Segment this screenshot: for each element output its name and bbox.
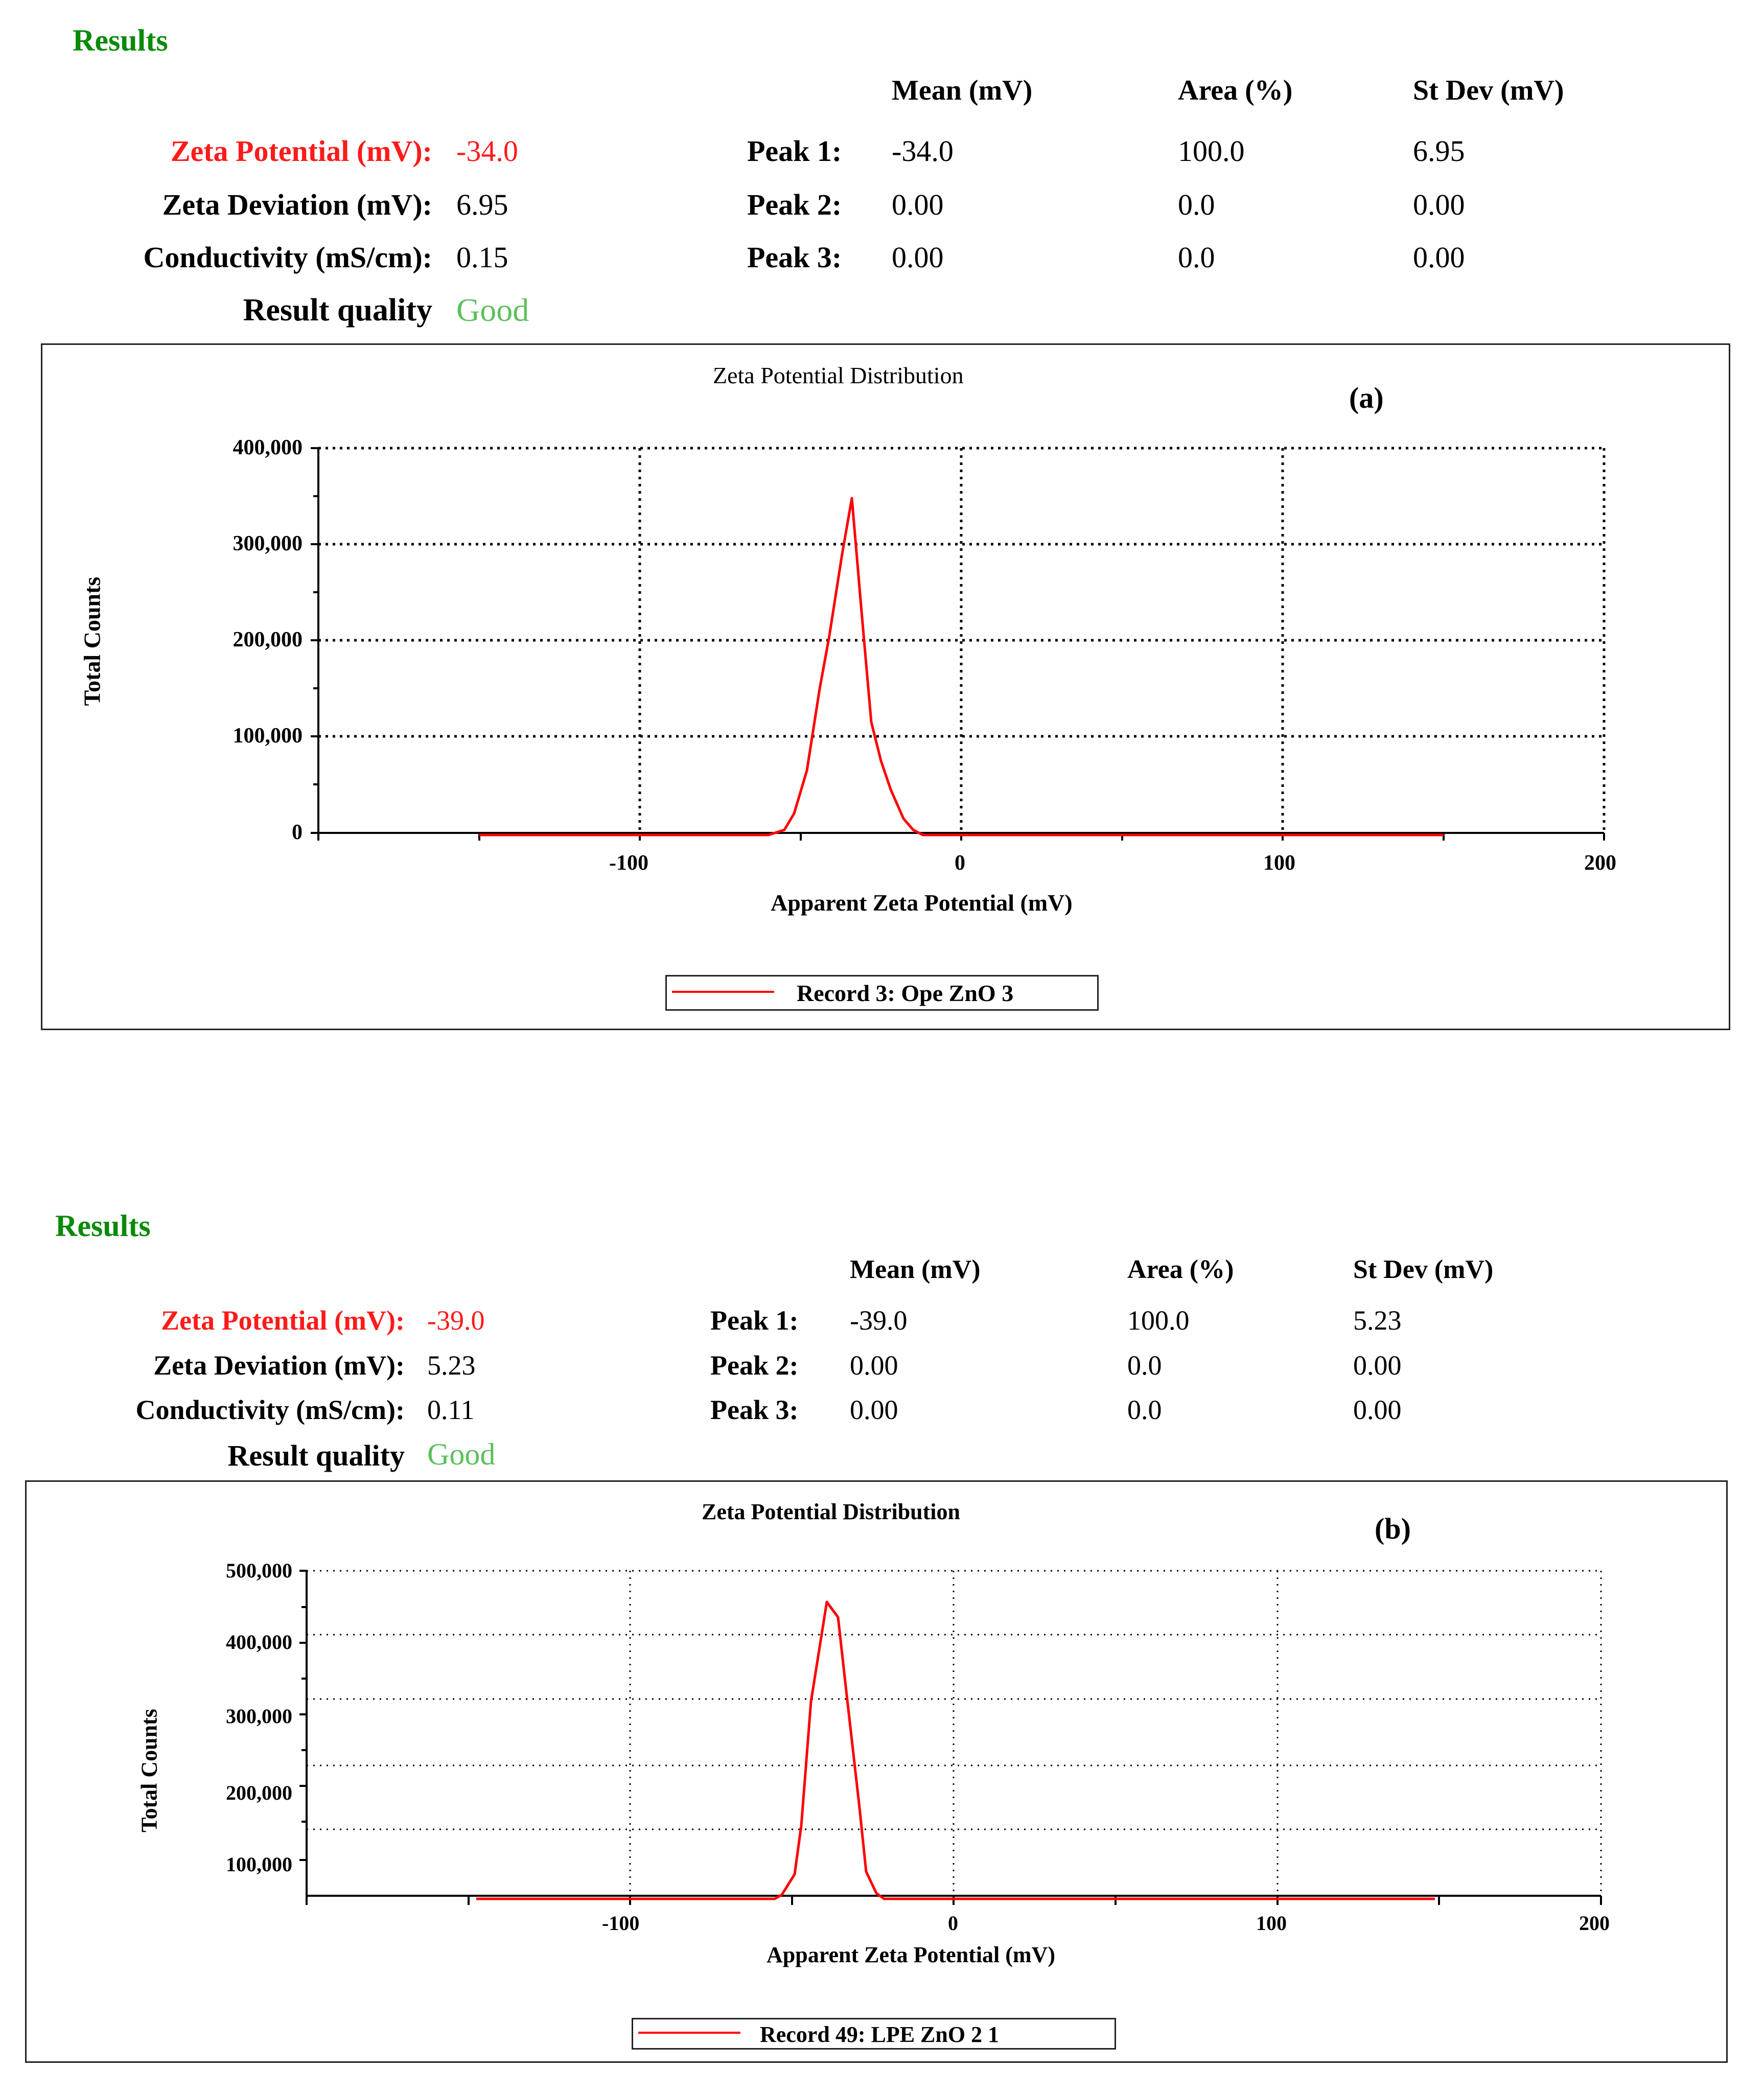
zeta-deviation-label: Zeta Deviation (mV): bbox=[153, 1350, 405, 1381]
x-tick: -100 bbox=[602, 1912, 640, 1935]
x-tick: 0 bbox=[955, 851, 965, 875]
peak1-label: Peak 1: bbox=[710, 1305, 799, 1336]
peak1-mean: -39.0 bbox=[850, 1305, 908, 1336]
x-tick: 100 bbox=[1256, 1912, 1287, 1935]
y-tick: 0 bbox=[292, 821, 303, 844]
header-area: Area (%) bbox=[1127, 1255, 1234, 1284]
peak3-stdev: 0.00 bbox=[1353, 1394, 1402, 1425]
x-tick: 200 bbox=[1584, 851, 1616, 875]
peak2-stdev: 0.00 bbox=[1413, 188, 1465, 221]
zeta-potential-label: Zeta Potential (mV): bbox=[170, 134, 432, 168]
chart-a-tag: (a) bbox=[1349, 381, 1384, 414]
y-tick: 300,000 bbox=[226, 1705, 292, 1728]
y-axis-title: Total Counts bbox=[136, 1709, 162, 1832]
conductivity-value: 0.15 bbox=[456, 241, 508, 274]
peak2-mean: 0.00 bbox=[892, 188, 944, 221]
conductivity-label: Conductivity (mS/cm): bbox=[135, 1394, 405, 1425]
result-quality-value: Good bbox=[456, 292, 529, 328]
peak1-stdev: 6.95 bbox=[1413, 134, 1465, 168]
peak2-label: Peak 2: bbox=[710, 1350, 799, 1381]
y-tick: 100,000 bbox=[233, 724, 303, 748]
result-quality-value: Good bbox=[427, 1437, 496, 1471]
zeta-potential-label: Zeta Potential (mV): bbox=[161, 1305, 405, 1336]
y-tick: 200,000 bbox=[233, 628, 303, 652]
peak2-area: 0.0 bbox=[1178, 188, 1215, 221]
y-tick: 300,000 bbox=[233, 532, 303, 555]
chart-b-legend bbox=[632, 2018, 1116, 2050]
peak2-mean: 0.00 bbox=[850, 1350, 898, 1381]
peak2-label: Peak 2: bbox=[747, 188, 842, 221]
peak1-label: Peak 1: bbox=[747, 134, 842, 168]
peak3-label: Peak 3: bbox=[747, 241, 842, 274]
x-axis-title: Apparent Zeta Potential (mV) bbox=[767, 1942, 1055, 1967]
y-tick: 100,000 bbox=[226, 1853, 292, 1876]
y-tick: 400,000 bbox=[233, 436, 303, 459]
header-stdev: St Dev (mV) bbox=[1413, 75, 1564, 106]
x-tick: -100 bbox=[609, 851, 648, 875]
zeta-deviation-value: 6.95 bbox=[456, 188, 508, 221]
result-quality-label: Result quality bbox=[227, 1439, 405, 1472]
peak2-area: 0.0 bbox=[1127, 1350, 1162, 1381]
zeta-deviation-label: Zeta Deviation (mV): bbox=[162, 188, 432, 221]
result-quality-label: Result quality bbox=[243, 293, 432, 328]
peak1-mean: -34.0 bbox=[892, 134, 954, 168]
x-tick: 200 bbox=[1579, 1912, 1610, 1935]
zeta-potential-value: -34.0 bbox=[456, 134, 518, 168]
x-tick: 0 bbox=[948, 1912, 958, 1935]
header-mean: Mean (mV) bbox=[892, 75, 1033, 106]
peak3-area: 0.0 bbox=[1178, 241, 1215, 274]
peak3-stdev: 0.00 bbox=[1413, 241, 1465, 274]
header-area: Area (%) bbox=[1178, 75, 1293, 106]
x-tick: 100 bbox=[1263, 851, 1295, 875]
legend-label: Record 3: Ope ZnO 3 bbox=[797, 980, 1014, 1006]
peak3-area: 0.0 bbox=[1127, 1394, 1162, 1425]
results-title: Results bbox=[73, 24, 168, 57]
peak3-mean: 0.00 bbox=[850, 1394, 898, 1425]
peak3-mean: 0.00 bbox=[892, 241, 944, 274]
header-mean: Mean (mV) bbox=[850, 1255, 981, 1284]
header-stdev: St Dev (mV) bbox=[1353, 1255, 1494, 1284]
peak2-stdev: 0.00 bbox=[1353, 1350, 1402, 1381]
conductivity-value: 0.11 bbox=[427, 1394, 475, 1425]
chart-b-title: Zeta Potential Distribution bbox=[702, 1499, 960, 1524]
results-title: Results bbox=[55, 1209, 151, 1243]
peak1-stdev: 5.23 bbox=[1353, 1305, 1402, 1336]
y-axis-title: Total Counts bbox=[79, 576, 105, 706]
peak3-label: Peak 3: bbox=[710, 1394, 799, 1425]
conductivity-label: Conductivity (mS/cm): bbox=[143, 241, 432, 274]
chart-b-tag: (b) bbox=[1375, 1512, 1411, 1545]
zeta-deviation-value: 5.23 bbox=[427, 1350, 476, 1381]
legend-label: Record 49: LPE ZnO 2 1 bbox=[760, 2022, 1000, 2047]
y-tick: 400,000 bbox=[226, 1631, 292, 1654]
peak1-area: 100.0 bbox=[1178, 134, 1245, 168]
zeta-potential-value: -39.0 bbox=[427, 1305, 485, 1336]
legend-line-icon bbox=[638, 2032, 740, 2034]
x-axis-title: Apparent Zeta Potential (mV) bbox=[771, 890, 1073, 916]
y-tick: 200,000 bbox=[226, 1781, 292, 1804]
peak1-area: 100.0 bbox=[1127, 1305, 1190, 1336]
chart-a-title: Zeta Potential Distribution bbox=[713, 362, 964, 388]
y-tick: 500,000 bbox=[226, 1559, 292, 1582]
